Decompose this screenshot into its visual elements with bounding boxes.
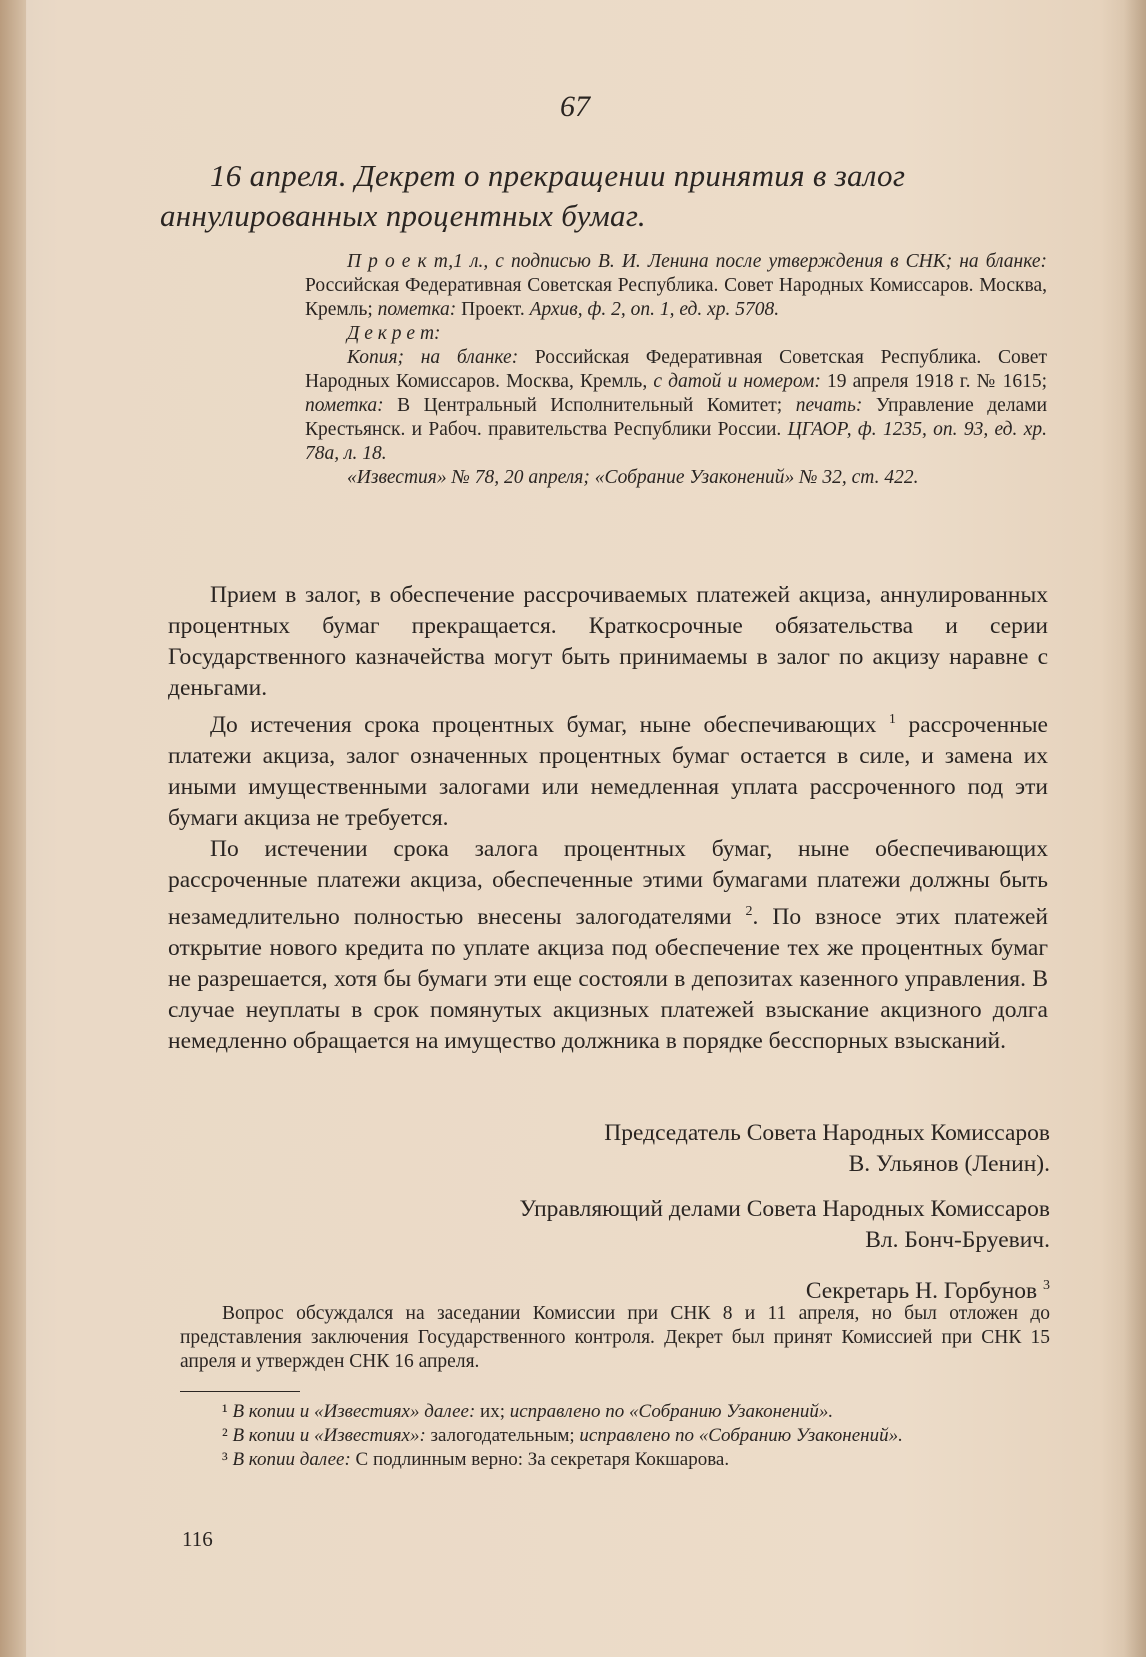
footnote-2-label: В копии и «Известиях»: <box>227 1425 426 1446</box>
source-decree-label: Д е к р е т: <box>347 323 441 344</box>
signature-manager-title: Управляющий делами Совета Народных Комиссаров <box>519 1196 1050 1222</box>
source-copy-letterhead: Российская Федеративная Советская Республика. Совет Народных Комиссаров. Москва, Кремль, <box>305 347 1047 392</box>
source-draft <box>305 250 1047 322</box>
footnote-3-text: С подлинным верно: За секретаря Кокшарова. <box>350 1449 730 1470</box>
body-paragraph-2-start: До истечения срока процентных бумаг, ныне обеспечивающих <box>210 711 877 738</box>
title-line-2: аннулированных процентных бумаг. <box>160 198 646 233</box>
body-paragraph-3-end: . По взносе этих платежей открытие нового кредита по уплате акциза под обеспечение тех же процентных бумаг не разрешается, хотя бы бумаги эти еще состояли в депозитах казенного управления. В случае неуплаты в срок помянутых акцизных платежей взыскание акцизного долга немедленно обращается на имущество должника в порядке бесспорных взысканий. <box>168 903 1049 1054</box>
footnote-2 <box>180 1424 1050 1448</box>
source-copy-mark: В Центральный Исполнительный Комитет; <box>383 395 783 416</box>
footnote-1-text: их; <box>475 1401 505 1422</box>
decree-body <box>168 580 1048 1057</box>
source-draft-desc: 1 л., с подписью В. И. Ленина после утверждения в СНК; на бланке: <box>453 251 1047 272</box>
body-paragraph-2-end: рассроченные платежи акциза, залог означенных процентных бумаг остается в силе, и замена их иными имущественными залогами или немедленная уплата рассроченного под эти бумаги акциза не требуется. <box>168 711 1048 831</box>
footnote-1-correction: исправлено по «Собранию Узаконений». <box>504 1401 834 1422</box>
source-copy-date: 19 апреля 1918 г. № 1615; <box>820 371 1047 392</box>
source-copy-seal-label: печать: <box>782 395 863 416</box>
signature-chairman-title: Председатель Совета Народных Комиссаров <box>604 1120 1050 1146</box>
footnote-2-text: залогодательным; <box>425 1425 575 1446</box>
page-edge-shadow <box>1124 0 1146 1657</box>
folio-number: 116 <box>182 1527 213 1551</box>
footnote-1 <box>180 1400 1050 1424</box>
source-draft-letterhead: Российская Федеративная Советская Республика. Совет Народных Комиссаров. Москва, Кремль; <box>305 275 1047 320</box>
editorial-note-text: Вопрос обсуждался на заседании Комиссии при СНК 8 и 11 апреля, но был отложен до представления заключения Государственного контроля. Декрет был принят Комиссией при СНК 15 апреля и утвержден СНК 16 апреля. <box>180 1303 1050 1372</box>
signature-chairman-name: В. Ульянов (Ленин). <box>848 1151 1050 1177</box>
footnote-3-number: ³ <box>222 1449 228 1470</box>
source-copy-mark-label: пометка: <box>305 395 384 416</box>
footnotes <box>180 1400 1050 1472</box>
footnote-3-label: В копии далее: <box>227 1449 351 1470</box>
source-copy-date-label: с датой и номером: <box>647 371 821 392</box>
title-line-1: 16 апреля. Декрет о прекращении принятия в залог <box>210 158 906 193</box>
source-publication: «Известия» № 78, 20 апреля; «Собрание Узаконений» № 32, ст. 422. <box>347 467 919 488</box>
signature-manager-name: Вл. Бонч-Бруевич. <box>865 1227 1050 1253</box>
footnote-1-label: В копии и «Известиях» далее: <box>227 1401 476 1422</box>
source-draft-archive: Архив, ф. 2, оп. 1, ед. хр. 5708. <box>524 299 780 320</box>
footnote-3 <box>180 1448 1050 1472</box>
signatures <box>300 1118 1050 1307</box>
source-draft-mark-label: пометка: <box>372 299 457 320</box>
footnote-ref-1[interactable]: 1 <box>888 712 896 727</box>
footnote-ref-2[interactable]: 2 <box>745 903 753 919</box>
body-paragraph-3 <box>168 834 1048 1057</box>
footnote-2-correction: исправлено по «Собранию Узаконений». <box>574 1425 903 1446</box>
source-copy <box>305 346 1047 466</box>
document-title <box>160 156 1060 236</box>
body-paragraph-1: Прием в залог, в обеспечение рассрочиваемых платежей акциза, аннулированных процентных бумаг прекращается. Краткосрочные обязательства и серии Государственного казначейства могут быть принимаемы в залог по акцизу наравне с деньгами. <box>168 582 1048 701</box>
book-gutter <box>0 0 26 1657</box>
footnote-1-number: ¹ <box>222 1401 228 1422</box>
editorial-note <box>180 1302 1050 1374</box>
footnote-2-number: ² <box>222 1425 228 1446</box>
body-paragraph-2 <box>168 704 1048 834</box>
source-copy-archive: ЦГАОР, ф. 1235, оп. 93, ед. хр. 78а, л. 18. <box>305 419 1047 464</box>
signature-secretary-name: Секретарь Н. Горбунов <box>805 1277 1038 1304</box>
source-draft-label: П р о е к т, <box>347 251 454 272</box>
source-copy-label: Копия; на бланке: <box>347 347 519 368</box>
body-paragraph-3-start: По истечении срока залога процентных бумаг, ныне обеспечивающих рассроченные платежи акциза, обеспеченные этими бумагами платежи должны быть незамедлительно полностью внесены залогодателями <box>168 835 1048 930</box>
page-number: 67 <box>560 90 590 123</box>
source-copy-seal: Управление делами Крестьянск. и Рабоч. правительства Республики России. <box>305 395 1047 440</box>
source-draft-mark: Проект. <box>456 299 525 320</box>
footnote-ref-3[interactable]: 3 <box>1043 1278 1050 1293</box>
archival-source-note <box>305 250 1047 490</box>
footnote-divider <box>180 1391 300 1392</box>
